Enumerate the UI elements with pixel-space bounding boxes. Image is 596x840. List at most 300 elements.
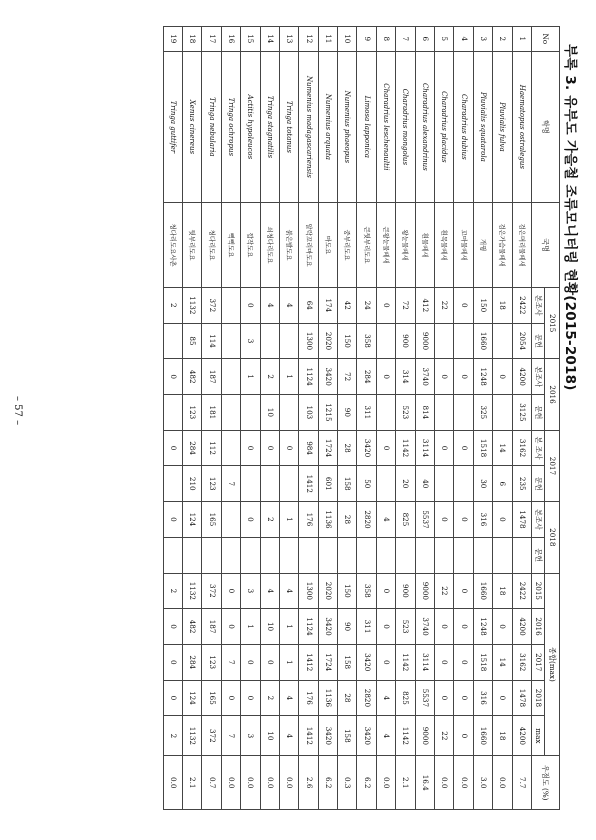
scientific-name: Limosa lapponica	[357, 51, 376, 203]
scientific-name: Tringa ochropus	[221, 51, 240, 203]
value-cell: 165	[202, 680, 221, 716]
value-cell: 1	[279, 609, 298, 645]
value-cell: 7	[221, 716, 240, 756]
value-cell: 1124	[299, 609, 318, 645]
value-cell: 1518	[473, 430, 492, 466]
value-cell: 6.2	[357, 756, 376, 810]
value-cell: 5537	[415, 502, 434, 538]
value-cell	[260, 323, 279, 359]
row-number: 11	[318, 27, 337, 52]
value-cell	[435, 323, 454, 359]
table-body	[163, 27, 531, 810]
value-cell: 90	[338, 395, 357, 431]
value-cell: 0	[241, 430, 260, 466]
korean-name: 알락꼬리마도요	[299, 203, 318, 288]
value-cell: 358	[357, 323, 376, 359]
value-cell: 174	[318, 287, 337, 323]
value-cell: 825	[396, 680, 415, 716]
value-cell: 1724	[318, 430, 337, 466]
value-cell: 1	[279, 359, 298, 395]
value-cell: 2054	[512, 323, 531, 359]
value-cell: 187	[202, 609, 221, 645]
header-row-years	[545, 27, 560, 810]
value-cell: 176	[299, 502, 318, 538]
value-cell: 1248	[473, 609, 492, 645]
value-cell: 523	[396, 609, 415, 645]
value-cell	[357, 537, 376, 573]
korean-name: 검은가슴물떼새	[493, 203, 512, 288]
value-cell	[260, 537, 279, 573]
value-cell	[221, 502, 240, 538]
value-cell: 0.0	[221, 756, 240, 810]
value-cell	[241, 537, 260, 573]
value-cell: 150	[473, 287, 492, 323]
row-number: 7	[396, 27, 415, 52]
korean-name: 꼬마물떼새	[454, 203, 473, 288]
header-year-2015: 2015	[545, 287, 560, 358]
value-cell	[182, 537, 201, 573]
value-cell: 0	[454, 502, 473, 538]
scientific-name: Numenius arquata	[318, 51, 337, 203]
value-cell: 0	[221, 609, 240, 645]
value-cell: 7	[221, 466, 240, 502]
value-cell: 20	[396, 466, 415, 502]
row-number: 8	[376, 27, 395, 52]
value-cell: 0	[454, 680, 473, 716]
table-row	[338, 27, 357, 810]
value-cell: 2	[163, 716, 182, 756]
value-cell: 0	[493, 609, 512, 645]
korean-name: 큰뒷부리도요	[357, 203, 376, 288]
value-cell	[279, 537, 298, 573]
value-cell	[512, 537, 531, 573]
value-cell: 3420	[318, 609, 337, 645]
row-number: 14	[260, 27, 279, 52]
value-cell: 0.7	[202, 756, 221, 810]
value-cell: 10	[260, 395, 279, 431]
value-cell: 4200	[512, 716, 531, 756]
value-cell: 40	[415, 466, 434, 502]
row-number: 17	[202, 27, 221, 52]
row-number: 2	[493, 27, 512, 52]
value-cell: 14	[493, 644, 512, 680]
value-cell: 0.3	[338, 756, 357, 810]
value-cell: 0	[454, 716, 473, 756]
value-cell: 28	[338, 430, 357, 466]
value-cell: 0	[163, 502, 182, 538]
value-cell: 0	[376, 609, 395, 645]
value-cell: 0	[454, 644, 473, 680]
header-year-2017: 2017	[545, 430, 560, 501]
header-count: 본조사	[532, 502, 545, 538]
value-cell: 1142	[396, 430, 415, 466]
value-cell: 0.0	[454, 756, 473, 810]
row-number: 1	[512, 27, 531, 52]
value-cell	[454, 537, 473, 573]
value-cell: 123	[202, 466, 221, 502]
value-cell: 235	[512, 466, 531, 502]
value-cell: 314	[396, 359, 415, 395]
value-cell: 3740	[415, 359, 434, 395]
value-cell: 0	[221, 680, 240, 716]
value-cell: 0	[435, 644, 454, 680]
value-cell: 9000	[415, 323, 434, 359]
table-row	[182, 27, 201, 810]
value-cell: 1132	[182, 716, 201, 756]
value-cell: 124	[182, 502, 201, 538]
value-cell	[163, 466, 182, 502]
value-cell: 3420	[318, 716, 337, 756]
value-cell: 0	[435, 502, 454, 538]
value-cell: 900	[396, 323, 415, 359]
korean-name: 중부리도요	[338, 203, 357, 288]
value-cell: 150	[338, 573, 357, 609]
value-cell: 2820	[357, 680, 376, 716]
value-cell: 4	[279, 573, 298, 609]
value-cell: 0	[221, 573, 240, 609]
value-cell	[435, 466, 454, 502]
value-cell: 0	[435, 430, 454, 466]
scientific-name: Numenius phaeopus	[338, 51, 357, 203]
value-cell: 1300	[299, 573, 318, 609]
value-cell: 0	[163, 430, 182, 466]
value-cell: 1	[279, 502, 298, 538]
value-cell: 900	[396, 573, 415, 609]
value-cell: 85	[182, 323, 201, 359]
value-cell: 0	[454, 609, 473, 645]
scientific-name: Charadrius dubius	[454, 51, 473, 203]
value-cell: 0.0	[435, 756, 454, 810]
scientific-name: Tringa guttifer	[163, 51, 182, 203]
table-row	[357, 27, 376, 810]
table-row	[376, 27, 395, 810]
value-cell: 0	[260, 430, 279, 466]
korean-name: 흰목물떼새	[435, 203, 454, 288]
value-cell	[493, 395, 512, 431]
value-cell: 3420	[357, 430, 376, 466]
value-cell: 18	[493, 716, 512, 756]
value-cell: 7	[221, 644, 240, 680]
scientific-name: Charadrius alexandrinus	[415, 51, 434, 203]
value-cell: 4	[376, 716, 395, 756]
value-cell: 2	[163, 287, 182, 323]
value-cell: 16.4	[415, 756, 434, 810]
value-cell: 311	[357, 395, 376, 431]
header-extra: 문헌	[532, 395, 545, 431]
value-cell: 1300	[299, 323, 318, 359]
value-cell: 372	[202, 287, 221, 323]
value-cell: 0	[260, 644, 279, 680]
value-cell: 3740	[415, 609, 434, 645]
value-cell	[221, 430, 240, 466]
value-cell: 0.0	[376, 756, 395, 810]
table-row	[202, 27, 221, 810]
scientific-name: Numenius madagascariensis	[299, 51, 318, 203]
value-cell: 0	[241, 644, 260, 680]
value-cell	[454, 466, 473, 502]
scientific-name: Tringa stagnatilis	[260, 51, 279, 203]
value-cell: 1	[241, 359, 260, 395]
value-cell	[221, 287, 240, 323]
scientific-name: Xenus cinereus	[182, 51, 201, 203]
korean-name: 검은머리물떼새	[512, 203, 531, 288]
table-row	[415, 27, 434, 810]
row-number: 12	[299, 27, 318, 52]
value-cell: 0	[493, 359, 512, 395]
value-cell: 0	[454, 430, 473, 466]
value-cell: 10	[260, 609, 279, 645]
value-cell	[318, 537, 337, 573]
korean-name: 깝작도요	[241, 203, 260, 288]
value-cell: 3114	[415, 644, 434, 680]
value-cell: 311	[357, 609, 376, 645]
value-cell: 158	[338, 644, 357, 680]
scientific-name: Charadrius leschenaultii	[376, 51, 395, 203]
header-share: 우점도 (%)	[532, 756, 560, 810]
korean-name: 왕눈물떼새	[396, 203, 415, 288]
value-cell: 0	[241, 502, 260, 538]
value-cell: 0.0	[241, 756, 260, 810]
value-cell: 814	[415, 395, 434, 431]
value-cell: 6	[493, 466, 512, 502]
table-row	[396, 27, 415, 810]
value-cell: 3162	[512, 644, 531, 680]
value-cell	[260, 466, 279, 502]
header-scientific-name: 학명	[532, 51, 560, 203]
header-extra: 문헌	[532, 466, 545, 502]
value-cell: 22	[435, 287, 454, 323]
value-cell: 2422	[512, 287, 531, 323]
value-cell	[376, 466, 395, 502]
value-cell: 1412	[299, 716, 318, 756]
value-cell: 1518	[473, 644, 492, 680]
value-cell: 3125	[512, 395, 531, 431]
document-title: 부록 3. 유부도 가을철 조류모니터링 현황(2015-2018)	[562, 44, 578, 391]
value-cell: 284	[357, 359, 376, 395]
value-cell: 0	[493, 502, 512, 538]
value-cell	[338, 537, 357, 573]
value-cell	[279, 395, 298, 431]
header-count: 본조사	[532, 287, 545, 323]
value-cell: 112	[202, 430, 221, 466]
value-cell: 3420	[357, 644, 376, 680]
value-cell: 0	[376, 573, 395, 609]
value-cell: 2	[260, 680, 279, 716]
value-cell	[279, 323, 298, 359]
value-cell: 3	[241, 323, 260, 359]
header-count: 본 조사	[532, 430, 545, 466]
value-cell: 284	[182, 644, 201, 680]
value-cell: 0	[376, 430, 395, 466]
korean-name: 흰물떼새	[415, 203, 434, 288]
value-cell: 4	[376, 680, 395, 716]
korean-name: 개꿩	[473, 203, 492, 288]
table-row	[241, 27, 260, 810]
korean-name: 뒷부리도요	[182, 203, 201, 288]
value-cell: 1142	[396, 644, 415, 680]
value-cell: 9000	[415, 716, 434, 756]
value-cell: 18	[493, 287, 512, 323]
value-cell: 24	[357, 287, 376, 323]
value-cell	[221, 537, 240, 573]
table-row	[318, 27, 337, 810]
header-count: 본조사	[532, 359, 545, 395]
value-cell: 6.2	[318, 756, 337, 810]
table-row	[260, 27, 279, 810]
value-cell: 372	[202, 716, 221, 756]
value-cell	[241, 466, 260, 502]
header-no: No	[532, 27, 560, 52]
value-cell	[376, 323, 395, 359]
row-number: 3	[473, 27, 492, 52]
value-cell: 3420	[318, 359, 337, 395]
value-cell: 4	[376, 502, 395, 538]
value-cell: 2	[163, 573, 182, 609]
value-cell: 825	[396, 502, 415, 538]
value-cell	[454, 395, 473, 431]
scientific-name: Charadrius mongolus	[396, 51, 415, 203]
value-cell	[202, 537, 221, 573]
value-cell: 18	[493, 573, 512, 609]
value-cell	[376, 395, 395, 431]
header-summary: 종합(max)	[545, 573, 560, 756]
value-cell: 1	[241, 609, 260, 645]
korean-name: 청다리도요사촌	[163, 203, 182, 288]
header-extra: 문헌	[532, 537, 545, 573]
value-cell: 1136	[318, 502, 337, 538]
korean-name: 붉은발도요	[279, 203, 298, 288]
value-cell: 3.0	[473, 756, 492, 810]
value-cell: 22	[435, 573, 454, 609]
value-cell: 984	[299, 430, 318, 466]
value-cell: 181	[202, 395, 221, 431]
value-cell: 1132	[182, 287, 201, 323]
value-cell: 3	[241, 573, 260, 609]
table-row	[163, 27, 182, 810]
value-cell: 0	[279, 430, 298, 466]
value-cell: 158	[338, 466, 357, 502]
value-cell: 10	[260, 716, 279, 756]
row-number: 6	[415, 27, 434, 52]
value-cell	[396, 537, 415, 573]
korean-name: 마도요	[318, 203, 337, 288]
table-row	[512, 27, 531, 810]
value-cell: 187	[202, 359, 221, 395]
value-cell: 482	[182, 609, 201, 645]
value-cell: 2.6	[299, 756, 318, 810]
scientific-name: Actitis hypoleucos	[241, 51, 260, 203]
value-cell: 0	[376, 644, 395, 680]
value-cell: 114	[202, 323, 221, 359]
scientific-name: Tringa nebularia	[202, 51, 221, 203]
korean-name: 청다리도요	[202, 203, 221, 288]
value-cell	[376, 537, 395, 573]
value-cell: 3162	[512, 430, 531, 466]
value-cell: 0	[454, 287, 473, 323]
scientific-name: Charadrius placidus	[435, 51, 454, 203]
value-cell: 1124	[299, 359, 318, 395]
value-cell	[415, 537, 434, 573]
value-cell: 2020	[318, 323, 337, 359]
value-cell: 412	[415, 287, 434, 323]
row-number: 13	[279, 27, 298, 52]
scientific-name: Haematopus ostralegus	[512, 51, 531, 203]
value-cell: 50	[357, 466, 376, 502]
value-cell: 1215	[318, 395, 337, 431]
table-row	[299, 27, 318, 810]
value-cell: 0	[376, 287, 395, 323]
header-summary-2016: 2016	[532, 609, 545, 645]
value-cell: 158	[338, 716, 357, 756]
value-cell: 4	[279, 287, 298, 323]
header-year-2018: 2018	[545, 502, 560, 573]
value-cell: 0	[493, 680, 512, 716]
value-cell: 1136	[318, 680, 337, 716]
value-cell: 0	[454, 359, 473, 395]
value-cell: 2.1	[182, 756, 201, 810]
header-extra: 문헌	[532, 323, 545, 359]
value-cell: 523	[396, 395, 415, 431]
value-cell: 4	[279, 680, 298, 716]
header-summary-2018: 2018	[532, 680, 545, 716]
row-number: 16	[221, 27, 240, 52]
value-cell: 0.0	[163, 756, 182, 810]
value-cell: 176	[299, 680, 318, 716]
value-cell: 0	[163, 609, 182, 645]
value-cell: 1132	[182, 573, 201, 609]
value-cell: 124	[182, 680, 201, 716]
value-cell: 358	[357, 573, 376, 609]
table-row	[435, 27, 454, 810]
table-row	[279, 27, 298, 810]
value-cell: 64	[299, 287, 318, 323]
value-cell: 2	[260, 359, 279, 395]
value-cell	[163, 395, 182, 431]
header-year-2016: 2016	[545, 359, 560, 430]
value-cell: 601	[318, 466, 337, 502]
value-cell: 325	[473, 395, 492, 431]
korean-name: 쇠청다리도요	[260, 203, 279, 288]
value-cell: 1248	[473, 359, 492, 395]
page-number: – 57 –	[12, 396, 23, 426]
row-number: 4	[454, 27, 473, 52]
value-cell	[221, 395, 240, 431]
value-cell: 1142	[396, 716, 415, 756]
value-cell: 150	[338, 323, 357, 359]
row-number: 19	[163, 27, 182, 52]
value-cell: 90	[338, 609, 357, 645]
row-number: 5	[435, 27, 454, 52]
value-cell: 4	[260, 287, 279, 323]
value-cell: 0	[454, 573, 473, 609]
korean-name: 큰왕눈물떼새	[376, 203, 395, 288]
value-cell: 2820	[357, 502, 376, 538]
value-cell	[435, 537, 454, 573]
value-cell	[221, 359, 240, 395]
value-cell: 22	[435, 716, 454, 756]
value-cell: 0.0	[260, 756, 279, 810]
header-max: max	[532, 716, 545, 756]
value-cell	[299, 537, 318, 573]
value-cell: 2422	[512, 573, 531, 609]
row-number: 18	[182, 27, 201, 52]
value-cell: 0	[376, 359, 395, 395]
value-cell: 3114	[415, 430, 434, 466]
value-cell: 42	[338, 287, 357, 323]
value-cell: 2.1	[396, 756, 415, 810]
value-cell: 0	[163, 644, 182, 680]
value-cell	[279, 466, 298, 502]
